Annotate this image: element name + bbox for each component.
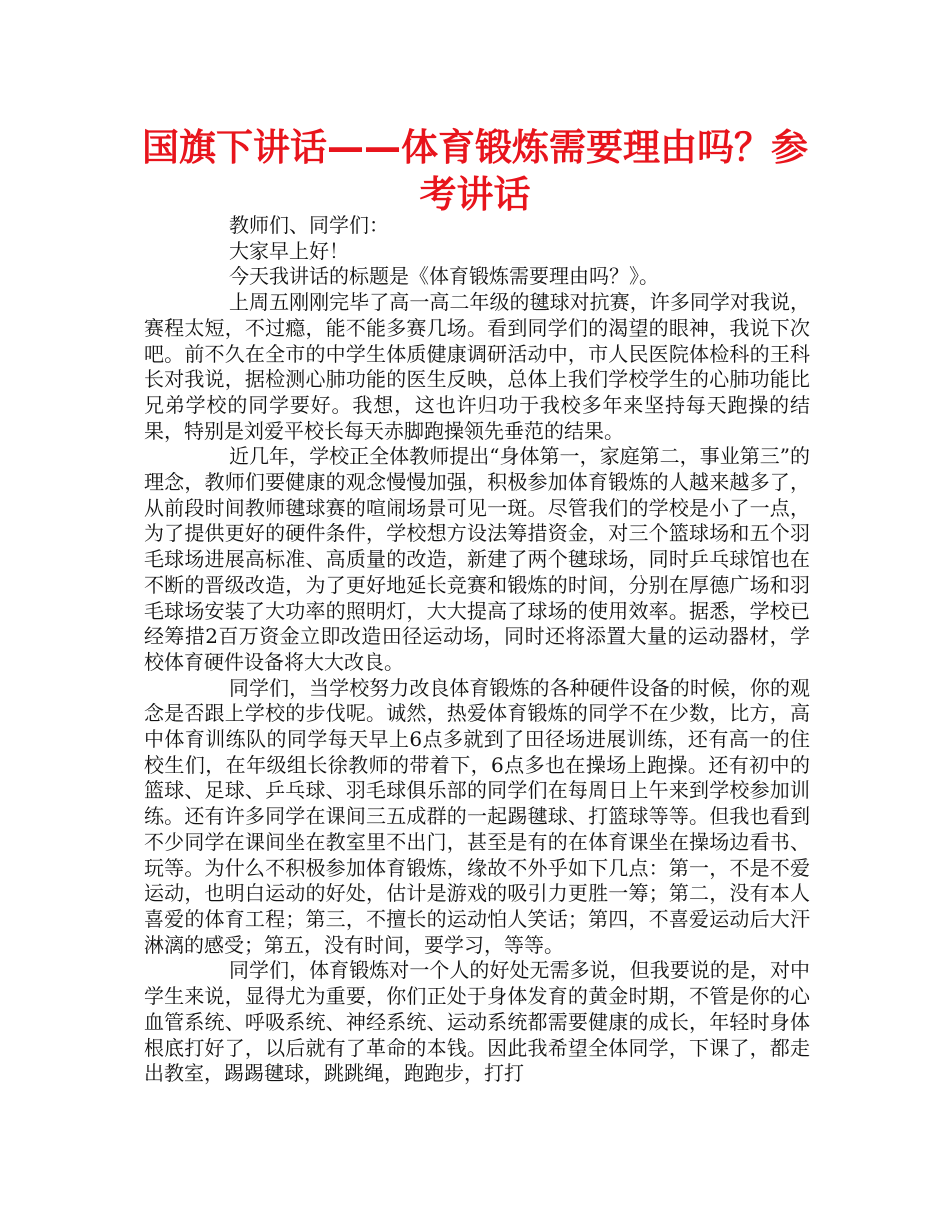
- paragraph: 近几年，学校正全体教师提出“身体第一，家庭第二，事业第三”的理念，教师们要健康的观念慢慢加强，积极参加体育锻炼的人越来越多了，从前段时间教师毽球赛的喧闹场景可见一斑。尽管我们的学校是小了一点，为了提供更好的硬件条件，学校想方设法筹措资金，对三个篮球场和五个羽毛球场进展高标准、高质量的改造，新建了两个毽球场，同时乒乓球馆也在不断的晋级改造，为了更好地延长竞赛和锻炼的时间，分别在厚德广场和羽毛球场安装了大功率的照明灯，大大提高了球场的使用效率。据悉，学校已经筹措2百万资金立即改造田径运动场，同时还将添置大量的运动器材，学校体育硬件设备将大大改良。: [144, 444, 810, 674]
- speech-body: [144, 213, 810, 1087]
- salutation: 教师们、同学们：: [229, 213, 389, 237]
- topic-intro: 今天我讲话的标题是《体育锻炼需要理由吗？》。: [229, 264, 659, 289]
- paragraph: 上周五刚刚完毕了高一高二年级的毽球对抗赛，许多同学对我说，赛程太短，不过瘾，能不能多赛几场。看到同学们的渴望的眼神，我说下次吧。前不久在全市的中学生体质健康调研活动中，市人民医院体检科的王科长对我说，据检测心肺功能的医生反映，总体上我们学校学生的心肺功能比兄弟学校的同学要好。我想，这也许归功于我校多年来坚持每天跑操的结果，特别是刘爱平校长每天赤脚跑操领先垂范的结果。: [144, 290, 810, 443]
- paragraph: 同学们，体育锻炼对一个人的好处无需多说，但我要说的是，对中学生来说，显得尤为重要，你们正处于身体发育的黄金时期，不管是你的心血管系统、呼吸系统、神经系统、运动系统都需要健康的成长，年轻时身体根底打好了，以后就有了革命的本钱。因此我希望全体同学，下课了，都走出教室，踢踢毽球，跳跳绳，跑跑步，打打: [144, 958, 810, 1086]
- morning-greeting: 大家早上好！: [229, 238, 349, 263]
- document-title: 国旗下讲话——体育锻炼需要理由吗？参考讲话: [142, 126, 808, 216]
- paragraph: 同学们，当学校努力改良体育锻炼的各种硬件设备的时候，你的观念是否跟上学校的步伐呢。诚然，热爱体育锻炼的同学不在少数，比方，高中体育训练队的同学每天早上6点多就到了田径场进展训练，还有高一的住校生们，在年级组长徐教师的带着下，6点多也在操场上跑操。还有初中的篮球、足球、乒乓球、羽毛球俱乐部的同学们在每周日上午来到学校参加训练。还有许多同学在课间三五成群的一起踢毽球、打篮球等等。但我也看到不少同学在课间坐在教室里不出门，甚至是有的在体育课坐在操场边看书、玩等。为什么不积极参加体育锻炼，缘故不外乎如下几点：第一，不是不爱运动，也明白运动的好处，估计是游戏的吸引力更胜一筹；第二，没有本人喜爱的体育工程；第三，不擅长的运动怕人笑话；第四，不喜爱运动后大汗淋漓的感受；第五，没有时间，要学习，等等。: [144, 675, 810, 957]
